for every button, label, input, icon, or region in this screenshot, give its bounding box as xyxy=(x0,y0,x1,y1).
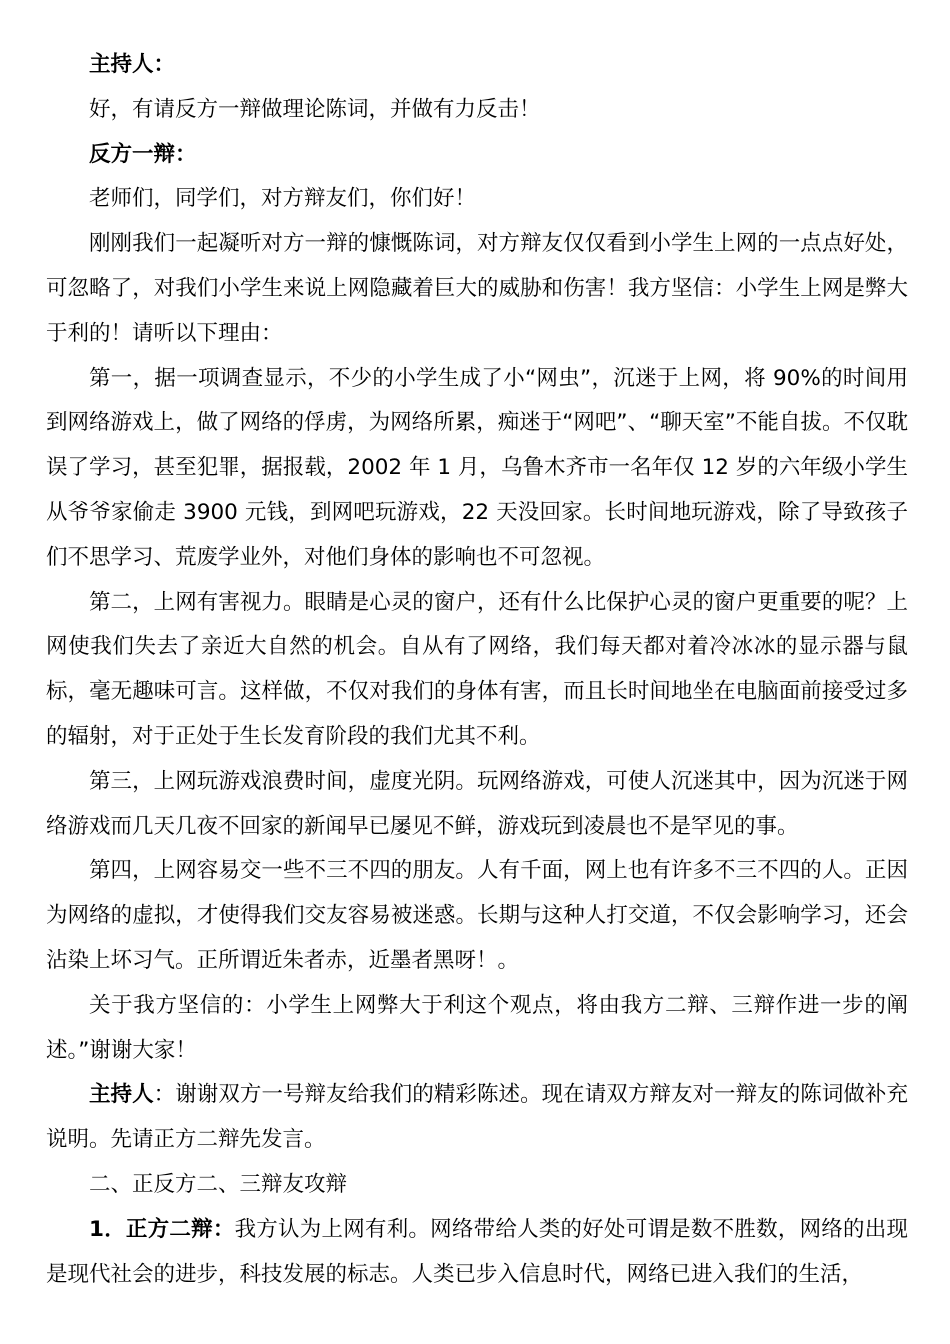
positive-second-text: 我方认为上网有利。网络带给人类的好处可谓是数不胜数，网络的出现是现代社会的进步，科技发展的标志。人类已步入信息时代，网络已进入我们的生活， xyxy=(46,1216,908,1287)
positive-second-speaker-label: 1．正方二辩： xyxy=(89,1216,235,1242)
host-speaker-label-inline: 主持人 xyxy=(89,1082,154,1108)
conclusion-paragraph: 关于我方坚信的：小学生上网弊大于利这个观点，将由我方二辩、三辩作进一步的阐述。”谢谢大家！ xyxy=(46,992,908,1063)
fourth-reason-paragraph: 第四，上网容易交一些不三不四的朋友。人有千面，网上也有许多不三不四的人。正因为网络的虚拟，才使得我们交友容易被迷惑。长期与这种人打交道，不仅会影响学习，还会沾染上坏习气。正所谓近朱者赤，近墨者黑呀！。 xyxy=(46,858,908,973)
host-speaker-label: 主持人： xyxy=(89,52,176,77)
document-page xyxy=(46,43,908,1297)
positive-second-paragraph xyxy=(46,1208,908,1298)
greeting-line: 老师们，同学们，对方辩友们，你们好！ xyxy=(89,186,477,212)
host-invitation-line: 好，有请反方一辩做理论陈词，并做有力反击！ xyxy=(89,96,541,122)
section-heading: 二、正反方二、三辩友攻辩 xyxy=(89,1171,348,1197)
negative-first-speaker-label: 反方一辩： xyxy=(89,141,197,167)
first-reason-paragraph: 第一，据一项调查显示，不少的小学生成了小“网虫”，沉迷于上网，将 90%的时间用到网络游戏上，做了网络的俘虏，为网络所累，痴迷于“网吧”、“聊天室”不能自拔。不仅耽误了学习，甚至犯罪，据报载，2002 年 1 月，乌鲁木齐市一名年仅 12 岁的六年级小学生从爷爷家偷走 3900 元钱，到网吧玩游戏，22 天没回家。长时间地玩游戏，除了导致孩子们不思学习、荒废学业外，对他们身体的影响也不可忽视。 xyxy=(46,365,908,570)
host-transition-text: ：谢谢双方一号辩友给我们的精彩陈述。现在请双方辩友对一辩友的陈词做补充说明。先请正方二辩先发言。 xyxy=(46,1082,908,1153)
second-reason-paragraph: 第二，上网有害视力。眼睛是心灵的窗户，还有什么比保护心灵的窗户更重要的呢？上网使我们失去了亲近大自然的机会。自从有了网络，我们每天都对着冷冰冰的显示器与鼠标，毫无趣味可言。这样做，不仅对我们的身体有害，而且长时间地坐在电脑面前接受过多的辐射，对于正处于生长发育阶段的我们尤其不利。 xyxy=(46,589,908,749)
host-transition-paragraph xyxy=(46,1073,908,1163)
third-reason-paragraph: 第三，上网玩游戏浪费时间，虚度光阴。玩网络游戏，可使人沉迷其中，因为沉迷于网络游戏而几天几夜不回家的新闻早已屡见不鲜，游戏玩到凌晨也不是罕见的事。 xyxy=(46,768,908,839)
intro-paragraph: 刚刚我们一起凝听对方一辩的慷慨陈词，对方辩友仅仅看到小学生上网的一点点好处，可忽略了，对我们小学生来说上网隐藏着巨大的威胁和伤害！我方坚信：小学生上网是弊大于利的！请听以下理由： xyxy=(46,231,908,346)
